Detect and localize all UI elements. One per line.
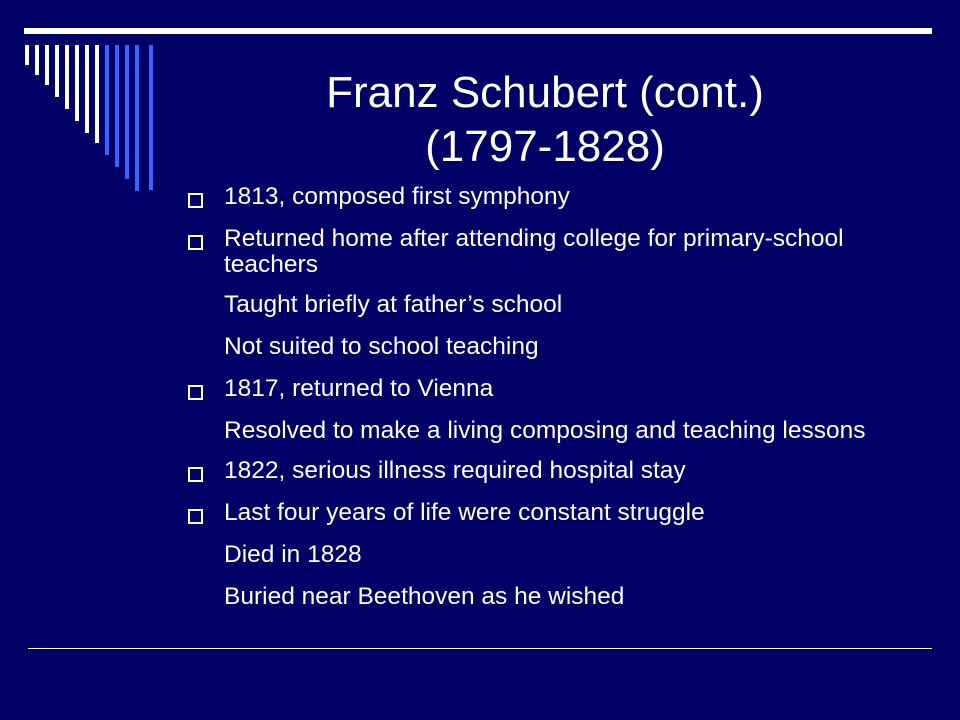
- bullet-text: Last four years of life were constant struggle: [224, 499, 705, 526]
- slide-title: [200, 66, 890, 174]
- bullet-text: 1813, composed first symphony: [224, 183, 570, 210]
- stripe: [95, 45, 99, 143]
- title-line-2: (1797-1828): [425, 122, 665, 171]
- bullet-item: [186, 376, 886, 402]
- stripe: [65, 45, 69, 109]
- bullet-item: [186, 418, 886, 444]
- stripe: [135, 45, 139, 191]
- stripe: [25, 45, 29, 65]
- bullet-item: [186, 184, 886, 210]
- square-bullet-icon: [188, 467, 203, 482]
- bullet-item: [186, 584, 886, 610]
- bullet-text: Not suited to school teaching: [224, 333, 539, 360]
- stripe: [115, 45, 119, 167]
- stripe: [149, 45, 153, 190]
- title-line-1: Franz Schubert (cont.): [326, 68, 764, 117]
- bullet-item: [186, 458, 886, 484]
- square-bullet-icon: [188, 193, 203, 208]
- bullet-item: [186, 500, 886, 526]
- stripe: [45, 45, 49, 85]
- stripe: [55, 45, 59, 97]
- bullet-text: 1822, serious illness required hospital stay: [224, 457, 686, 484]
- bullet-item: [186, 226, 886, 278]
- bottom-rule: [28, 648, 932, 649]
- stripe: [35, 45, 39, 75]
- bullet-item: [186, 542, 886, 568]
- bullet-text: Buried near Beethoven as he wished: [224, 583, 625, 610]
- square-bullet-icon: [188, 509, 203, 524]
- bullet-item: [186, 292, 886, 318]
- stripe: [85, 45, 89, 133]
- bullet-text: Returned home after attending college for primary-school teachers: [224, 225, 844, 278]
- bullet-text: Resolved to make a living composing and teaching lessons: [224, 417, 866, 444]
- bullet-text: Taught briefly at father’s school: [224, 291, 563, 318]
- square-bullet-icon: [188, 385, 203, 400]
- stripe: [125, 45, 129, 179]
- square-bullet-icon: [188, 235, 203, 250]
- bullet-item: [186, 334, 886, 360]
- bullet-text: 1817, returned to Vienna: [224, 375, 494, 402]
- decorative-stripes: [0, 0, 170, 200]
- bullet-text: Died in 1828: [224, 541, 362, 568]
- bullet-list: [186, 184, 886, 610]
- stripe: [105, 45, 109, 155]
- stripe: [75, 45, 79, 121]
